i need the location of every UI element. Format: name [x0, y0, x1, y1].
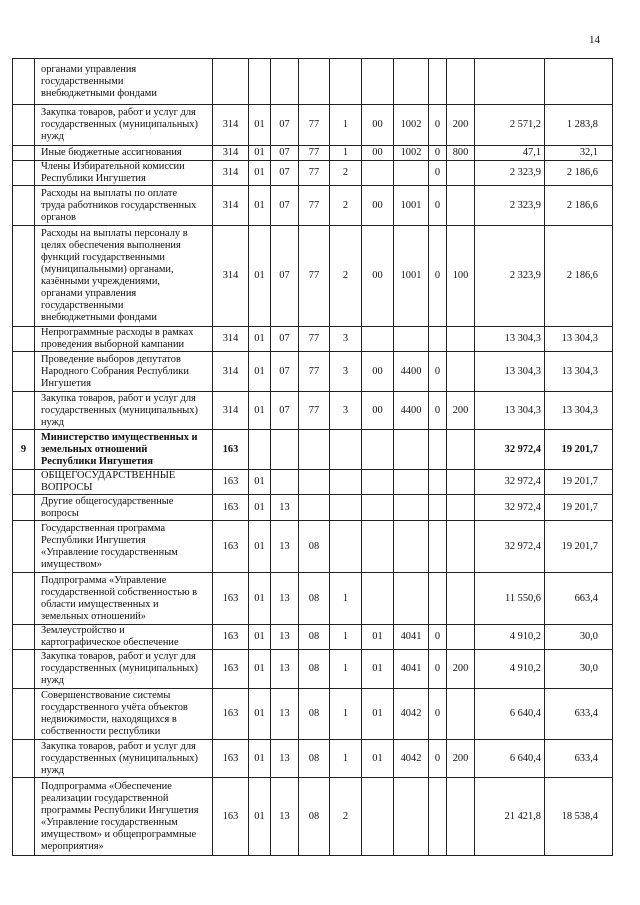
amount-2: 19 201,7 [545, 470, 613, 495]
expense-type-code: 200 [447, 650, 475, 689]
subprogram-code: 1 [330, 573, 362, 625]
table-row [13, 495, 613, 521]
amount-2: 633,4 [545, 689, 613, 740]
amount-1: 47,1 [475, 146, 545, 161]
section-code: 01 [249, 625, 271, 650]
subprogram-code: 1 [330, 105, 362, 146]
direction-code: 4042 [394, 740, 429, 778]
amount-2: 18 538,4 [545, 778, 613, 856]
section-code: 01 [249, 573, 271, 625]
subprogram-code: 1 [330, 625, 362, 650]
amount-2 [545, 59, 613, 105]
direction-code [394, 495, 429, 521]
subsection-code: 07 [271, 146, 299, 161]
digit-code [429, 327, 447, 352]
expense-type-code [447, 495, 475, 521]
subsection-code: 13 [271, 689, 299, 740]
event-code: 00 [362, 186, 394, 226]
subsection-code: 07 [271, 392, 299, 430]
department-code: 163 [213, 495, 249, 521]
amount-1: 2 323,9 [475, 186, 545, 226]
expense-type-code [447, 327, 475, 352]
event-code: 01 [362, 625, 394, 650]
program-code [299, 470, 330, 495]
amount-2: 19 201,7 [545, 521, 613, 573]
amount-1: 4 910,2 [475, 650, 545, 689]
subprogram-code [330, 470, 362, 495]
department-code: 163 [213, 650, 249, 689]
subsection-code: 07 [271, 186, 299, 226]
section-code: 01 [249, 146, 271, 161]
section-code: 01 [249, 689, 271, 740]
department-code: 314 [213, 352, 249, 392]
digit-code [429, 470, 447, 495]
digit-code: 0 [429, 352, 447, 392]
department-code: 314 [213, 161, 249, 186]
amount-2: 13 304,3 [545, 392, 613, 430]
table-row [13, 59, 613, 105]
section-code: 01 [249, 226, 271, 327]
item-name: органами управления государственными внебюджетными фондами [35, 59, 213, 105]
item-name: Непрограммные расходы в рамках проведения выборной кампании [35, 327, 213, 352]
amount-1: 6 640,4 [475, 689, 545, 740]
row-number [13, 573, 35, 625]
direction-code: 1002 [394, 146, 429, 161]
event-code: 01 [362, 689, 394, 740]
expense-type-code: 200 [447, 740, 475, 778]
subprogram-code: 3 [330, 392, 362, 430]
event-code [362, 327, 394, 352]
amount-2: 13 304,3 [545, 352, 613, 392]
digit-code [429, 778, 447, 856]
program-code: 77 [299, 105, 330, 146]
amount-1: 32 972,4 [475, 470, 545, 495]
section-code [249, 430, 271, 470]
department-code: 314 [213, 186, 249, 226]
department-code: 163 [213, 470, 249, 495]
amount-1: 32 972,4 [475, 495, 545, 521]
amount-1: 6 640,4 [475, 740, 545, 778]
subsection-code: 13 [271, 495, 299, 521]
table-row [13, 186, 613, 226]
amount-1: 13 304,3 [475, 392, 545, 430]
item-name: Подпрограмма «Управление государственной собственностью в области имущественных и земельных отношений» [35, 573, 213, 625]
subsection-code [271, 470, 299, 495]
item-name: Государственная программа Республики Ингушетия «Управление государственным имуществом» [35, 521, 213, 573]
subprogram-code: 2 [330, 186, 362, 226]
digit-code [429, 521, 447, 573]
department-code: 163 [213, 625, 249, 650]
direction-code: 1001 [394, 226, 429, 327]
digit-code [429, 430, 447, 470]
table-row [13, 161, 613, 186]
program-code [299, 495, 330, 521]
event-code [362, 161, 394, 186]
row-number [13, 392, 35, 430]
subprogram-code: 3 [330, 352, 362, 392]
subsection-code: 13 [271, 778, 299, 856]
row-number [13, 352, 35, 392]
subsection-code: 13 [271, 573, 299, 625]
amount-1: 2 323,9 [475, 161, 545, 186]
table-row [13, 521, 613, 573]
program-code: 77 [299, 186, 330, 226]
direction-code: 4041 [394, 650, 429, 689]
program-code: 08 [299, 625, 330, 650]
section-code [249, 59, 271, 105]
department-code: 163 [213, 573, 249, 625]
department-code [213, 59, 249, 105]
section-code: 01 [249, 352, 271, 392]
expense-type-code: 100 [447, 226, 475, 327]
table-row [13, 146, 613, 161]
subsection-code: 13 [271, 740, 299, 778]
program-code: 77 [299, 161, 330, 186]
subsection-code: 13 [271, 625, 299, 650]
table-row [13, 689, 613, 740]
expense-type-code [447, 778, 475, 856]
row-number: 9 [13, 430, 35, 470]
section-code: 01 [249, 521, 271, 573]
amount-2: 2 186,6 [545, 186, 613, 226]
amount-2: 19 201,7 [545, 495, 613, 521]
table-row [13, 625, 613, 650]
section-code: 01 [249, 161, 271, 186]
program-code: 08 [299, 689, 330, 740]
direction-code [394, 59, 429, 105]
table-row [13, 430, 613, 470]
subprogram-code [330, 495, 362, 521]
program-code: 77 [299, 146, 330, 161]
amount-1: 2 323,9 [475, 226, 545, 327]
expense-type-code: 200 [447, 105, 475, 146]
item-name: Закупка товаров, работ и услуг для государственных (муниципальных) нужд [35, 740, 213, 778]
amount-2: 1 283,8 [545, 105, 613, 146]
amount-1: 13 304,3 [475, 327, 545, 352]
event-code: 01 [362, 740, 394, 778]
event-code: 00 [362, 146, 394, 161]
direction-code: 4041 [394, 625, 429, 650]
item-name: Подпрограмма «Обеспечение реализации государственной программы Республики Ингушетия «Управление государственным имуществом» и общепрограммные мероприятия» [35, 778, 213, 856]
table-row [13, 327, 613, 352]
amount-1 [475, 59, 545, 105]
direction-code [394, 430, 429, 470]
table-row [13, 650, 613, 689]
row-number [13, 105, 35, 146]
row-number [13, 495, 35, 521]
event-code: 01 [362, 650, 394, 689]
department-code: 314 [213, 327, 249, 352]
item-name: Совершенствование системы государственного учёта объектов недвижимости, находящихся в собственности республики [35, 689, 213, 740]
program-code: 08 [299, 740, 330, 778]
expense-type-code [447, 161, 475, 186]
row-number [13, 470, 35, 495]
table-row [13, 740, 613, 778]
direction-code: 4042 [394, 689, 429, 740]
item-name: Землеустройство и картографическое обеспечение [35, 625, 213, 650]
department-code: 163 [213, 430, 249, 470]
item-name: Закупка товаров, работ и услуг для государственных (муниципальных) нужд [35, 105, 213, 146]
budget-table [12, 58, 613, 856]
digit-code: 0 [429, 105, 447, 146]
program-code: 77 [299, 352, 330, 392]
table-row [13, 778, 613, 856]
event-code: 00 [362, 226, 394, 327]
amount-2: 2 186,6 [545, 226, 613, 327]
department-code: 314 [213, 392, 249, 430]
event-code [362, 521, 394, 573]
event-code [362, 573, 394, 625]
table-row [13, 392, 613, 430]
section-code: 01 [249, 778, 271, 856]
row-number [13, 740, 35, 778]
section-code: 01 [249, 740, 271, 778]
amount-2: 633,4 [545, 740, 613, 778]
row-number [13, 778, 35, 856]
amount-1: 21 421,8 [475, 778, 545, 856]
item-name: Расходы на выплаты персоналу в целях обеспечения выполнения функций государственными (муниципальными) органами, казёнными учреждениями, органами управления государственными внебюджетными фондами [35, 226, 213, 327]
digit-code: 0 [429, 650, 447, 689]
digit-code: 0 [429, 226, 447, 327]
department-code: 163 [213, 521, 249, 573]
amount-2: 2 186,6 [545, 161, 613, 186]
table-row [13, 105, 613, 146]
department-code: 314 [213, 105, 249, 146]
section-code: 01 [249, 470, 271, 495]
amount-2: 30,0 [545, 650, 613, 689]
event-code [362, 430, 394, 470]
subsection-code: 07 [271, 226, 299, 327]
section-code: 01 [249, 650, 271, 689]
section-code: 01 [249, 392, 271, 430]
expense-type-code [447, 689, 475, 740]
amount-1: 11 550,6 [475, 573, 545, 625]
program-code: 08 [299, 650, 330, 689]
direction-code [394, 327, 429, 352]
expense-type-code [447, 352, 475, 392]
row-number [13, 59, 35, 105]
digit-code: 0 [429, 161, 447, 186]
amount-2: 13 304,3 [545, 327, 613, 352]
subsection-code: 07 [271, 161, 299, 186]
amount-2: 663,4 [545, 573, 613, 625]
event-code: 00 [362, 392, 394, 430]
direction-code [394, 470, 429, 495]
subsection-code: 13 [271, 650, 299, 689]
event-code: 00 [362, 352, 394, 392]
program-code: 77 [299, 327, 330, 352]
item-name: Расходы на выплаты по оплате труда работников государственных органов [35, 186, 213, 226]
item-name: Члены Избирательной комиссии Республики Ингушетия [35, 161, 213, 186]
expense-type-code [447, 430, 475, 470]
direction-code [394, 778, 429, 856]
row-number [13, 226, 35, 327]
item-name: Закупка товаров, работ и услуг для государственных (муниципальных) нужд [35, 392, 213, 430]
department-code: 163 [213, 778, 249, 856]
digit-code: 0 [429, 186, 447, 226]
expense-type-code [447, 59, 475, 105]
row-number [13, 689, 35, 740]
subsection-code: 07 [271, 105, 299, 146]
program-code [299, 430, 330, 470]
expense-type-code [447, 186, 475, 226]
digit-code [429, 573, 447, 625]
expense-type-code [447, 625, 475, 650]
digit-code: 0 [429, 740, 447, 778]
page-number: 14 [589, 34, 600, 46]
subsection-code: 13 [271, 521, 299, 573]
amount-1: 32 972,4 [475, 430, 545, 470]
subsection-code: 07 [271, 352, 299, 392]
program-code: 77 [299, 392, 330, 430]
subsection-code [271, 59, 299, 105]
table-row [13, 573, 613, 625]
row-number [13, 186, 35, 226]
row-number [13, 327, 35, 352]
department-code: 314 [213, 146, 249, 161]
department-code: 314 [213, 226, 249, 327]
program-code: 77 [299, 226, 330, 327]
subprogram-code: 1 [330, 146, 362, 161]
amount-1: 2 571,2 [475, 105, 545, 146]
amount-1: 13 304,3 [475, 352, 545, 392]
expense-type-code [447, 521, 475, 573]
digit-code [429, 59, 447, 105]
row-number [13, 521, 35, 573]
department-code: 163 [213, 689, 249, 740]
item-name: Закупка товаров, работ и услуг для государственных (муниципальных) нужд [35, 650, 213, 689]
row-number [13, 146, 35, 161]
section-code: 01 [249, 186, 271, 226]
subprogram-code: 2 [330, 778, 362, 856]
amount-2: 30,0 [545, 625, 613, 650]
event-code [362, 495, 394, 521]
event-code [362, 778, 394, 856]
row-number [13, 650, 35, 689]
expense-type-code [447, 573, 475, 625]
direction-code: 1001 [394, 186, 429, 226]
subprogram-code: 1 [330, 650, 362, 689]
amount-1: 4 910,2 [475, 625, 545, 650]
digit-code: 0 [429, 689, 447, 740]
department-code: 163 [213, 740, 249, 778]
item-name: ОБЩЕГОСУДАРСТВЕННЫЕ ВОПРОСЫ [35, 470, 213, 495]
digit-code: 0 [429, 392, 447, 430]
direction-code [394, 573, 429, 625]
amount-1: 32 972,4 [475, 521, 545, 573]
expense-type-code: 200 [447, 392, 475, 430]
direction-code: 4400 [394, 392, 429, 430]
program-code: 08 [299, 778, 330, 856]
direction-code: 4400 [394, 352, 429, 392]
subsection-code [271, 430, 299, 470]
subprogram-code: 2 [330, 161, 362, 186]
row-number [13, 161, 35, 186]
subprogram-code: 2 [330, 226, 362, 327]
item-name: Другие общегосударственные вопросы [35, 495, 213, 521]
program-code: 08 [299, 521, 330, 573]
digit-code: 0 [429, 625, 447, 650]
section-code: 01 [249, 105, 271, 146]
row-number [13, 625, 35, 650]
table-row [13, 470, 613, 495]
subprogram-code [330, 521, 362, 573]
event-code: 00 [362, 105, 394, 146]
digit-code: 0 [429, 146, 447, 161]
subprogram-code [330, 59, 362, 105]
section-code: 01 [249, 327, 271, 352]
table-row [13, 352, 613, 392]
item-name: Министерство имущественных и земельных отношений Республики Ингушетия [35, 430, 213, 470]
direction-code: 1002 [394, 105, 429, 146]
event-code [362, 470, 394, 495]
expense-type-code [447, 470, 475, 495]
subprogram-code: 1 [330, 740, 362, 778]
direction-code [394, 161, 429, 186]
item-name: Проведение выборов депутатов Народного Собрания Республики Ингушетия [35, 352, 213, 392]
expense-type-code: 800 [447, 146, 475, 161]
digit-code [429, 495, 447, 521]
subsection-code: 07 [271, 327, 299, 352]
event-code [362, 59, 394, 105]
subprogram-code: 1 [330, 689, 362, 740]
program-code [299, 59, 330, 105]
program-code: 08 [299, 573, 330, 625]
table-row [13, 226, 613, 327]
amount-2: 19 201,7 [545, 430, 613, 470]
section-code: 01 [249, 495, 271, 521]
subprogram-code: 3 [330, 327, 362, 352]
item-name: Иные бюджетные ассигнования [35, 146, 213, 161]
direction-code [394, 521, 429, 573]
subprogram-code [330, 430, 362, 470]
amount-2: 32,1 [545, 146, 613, 161]
